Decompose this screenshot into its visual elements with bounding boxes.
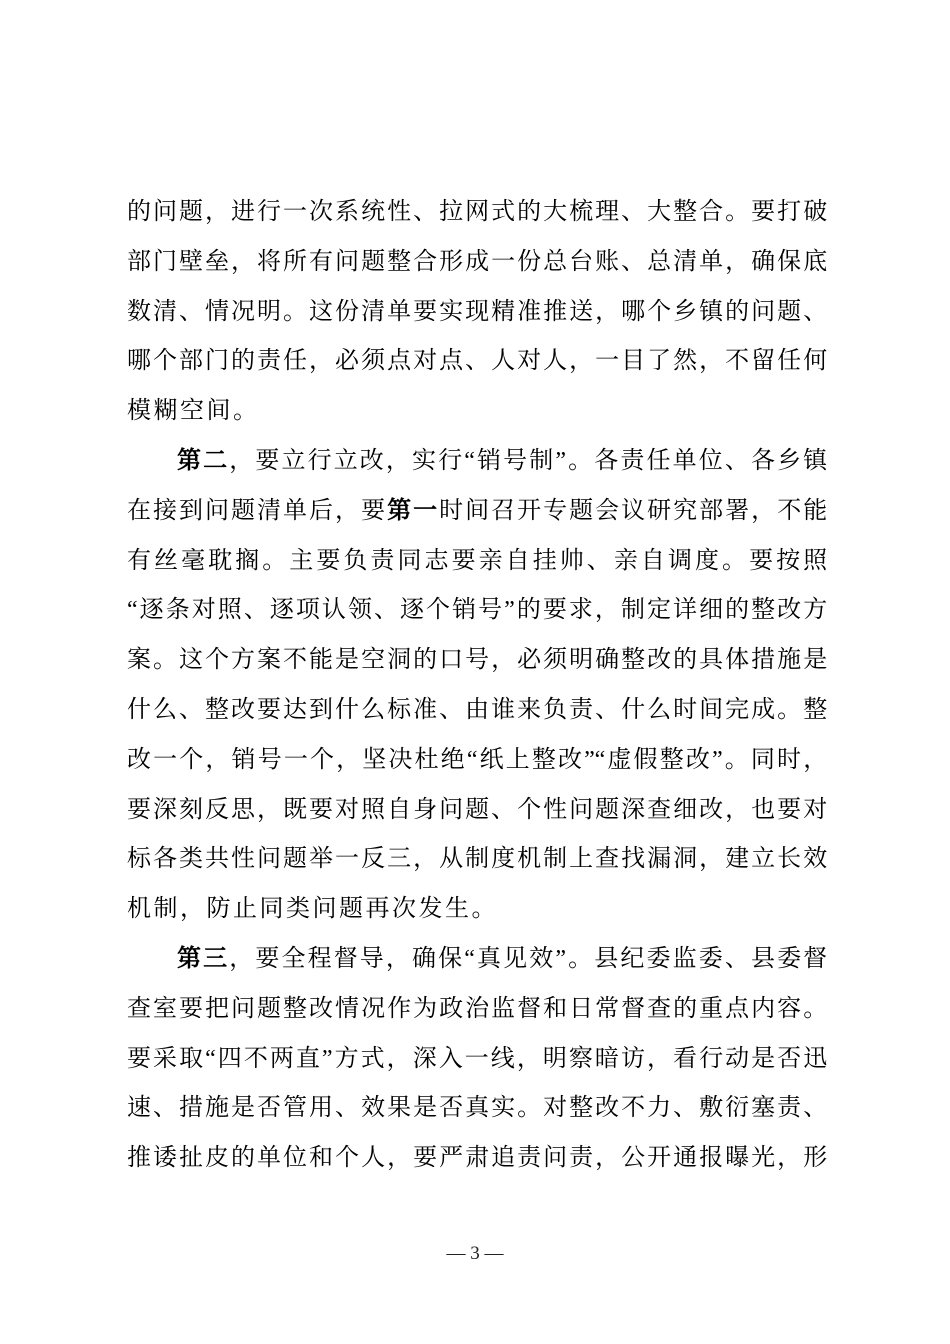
text-segment: 的问题，进行一次系统性、拉网式的大梳理、大整合。要打破	[127, 199, 827, 225]
text-line	[127, 539, 827, 589]
text-segment: 什么、整改要达到什么标准、由谁来负责、什么时间完成。整	[127, 696, 827, 723]
text-segment: 查室要把问题整改情况作为政治监督和日常督查的重点内容。	[127, 995, 827, 1022]
text-line	[127, 240, 827, 290]
text-line	[127, 1037, 827, 1087]
text-segment: 机制，防止同类问题再次发生。	[127, 896, 498, 923]
text-line	[127, 489, 827, 539]
text-segment: 案。这个方案不能是空洞的口号，必须明确整改的具体措施是	[127, 647, 827, 674]
text-segment: ，要全程督导，确保“真见效”。县纪委监委、县委督	[229, 945, 827, 972]
text-segment: 哪个部门的责任，必须点对点、人对人，一目了然，不留任何	[127, 348, 827, 375]
text-segment: 有丝毫耽搁。主要负责同志要亲自挂帅、亲自调度。要按照	[127, 547, 827, 574]
text-segment: 要采取“四不两直”方式，深入一线，明察暗访，看行动是否迅	[127, 1045, 827, 1072]
text-segment: 速、措施是否管用、效果是否真实。对整改不力、敷衍塞责、	[127, 1095, 827, 1122]
text-line	[127, 1136, 827, 1186]
text-segment: ，要立行立改，实行“销号制”。各责任单位、各乡镇	[229, 447, 827, 474]
text-line	[127, 638, 827, 688]
text-line	[127, 887, 827, 937]
text-segment: 数清、情况明。这份清单要实现精准推送，哪个乡镇的问题、	[127, 298, 827, 325]
text-segment: 时间召开专题会议研究部署，不能	[439, 497, 827, 524]
text-line	[127, 439, 827, 489]
text-line	[127, 190, 827, 240]
text-segment: 要深刻反思，既要对照自身问题、个性问题深查细改，也要对	[127, 796, 827, 823]
text-segment: “逐条对照、逐项认领、逐个销号”的要求，制定详细的整改方	[127, 597, 827, 624]
page-number: — 3 —	[446, 1243, 504, 1264]
text-line	[127, 588, 827, 638]
bold-heading-text: 第一	[387, 497, 440, 524]
text-line	[127, 290, 827, 340]
text-line	[127, 987, 827, 1037]
text-line	[127, 339, 827, 389]
text-segment: 推诿扯皮的单位和个人，要严肃追责问责，公开通报曝光，形	[127, 1145, 827, 1172]
text-line	[127, 738, 827, 788]
body-text	[127, 190, 827, 1186]
text-line	[127, 837, 827, 887]
text-segment: 标各类共性问题举一反三，从制度机制上查找漏洞，建立长效	[127, 846, 827, 873]
text-segment: 在接到问题清单后，要	[127, 497, 388, 524]
text-line	[127, 389, 827, 439]
bold-heading-text: 第二	[177, 447, 230, 474]
text-line	[127, 788, 827, 838]
text-line	[127, 1086, 827, 1136]
text-line	[127, 688, 827, 738]
text-segment: 改一个，销号一个，坚决杜绝“纸上整改”“虚假整改”。同时，	[127, 746, 827, 773]
text-segment: 部门壁垒，将所有问题整合形成一份总台账、总清单，确保底	[127, 248, 827, 275]
text-segment: 模糊空间。	[127, 398, 260, 425]
bold-heading-text: 第三	[177, 945, 230, 972]
text-line	[127, 937, 827, 987]
